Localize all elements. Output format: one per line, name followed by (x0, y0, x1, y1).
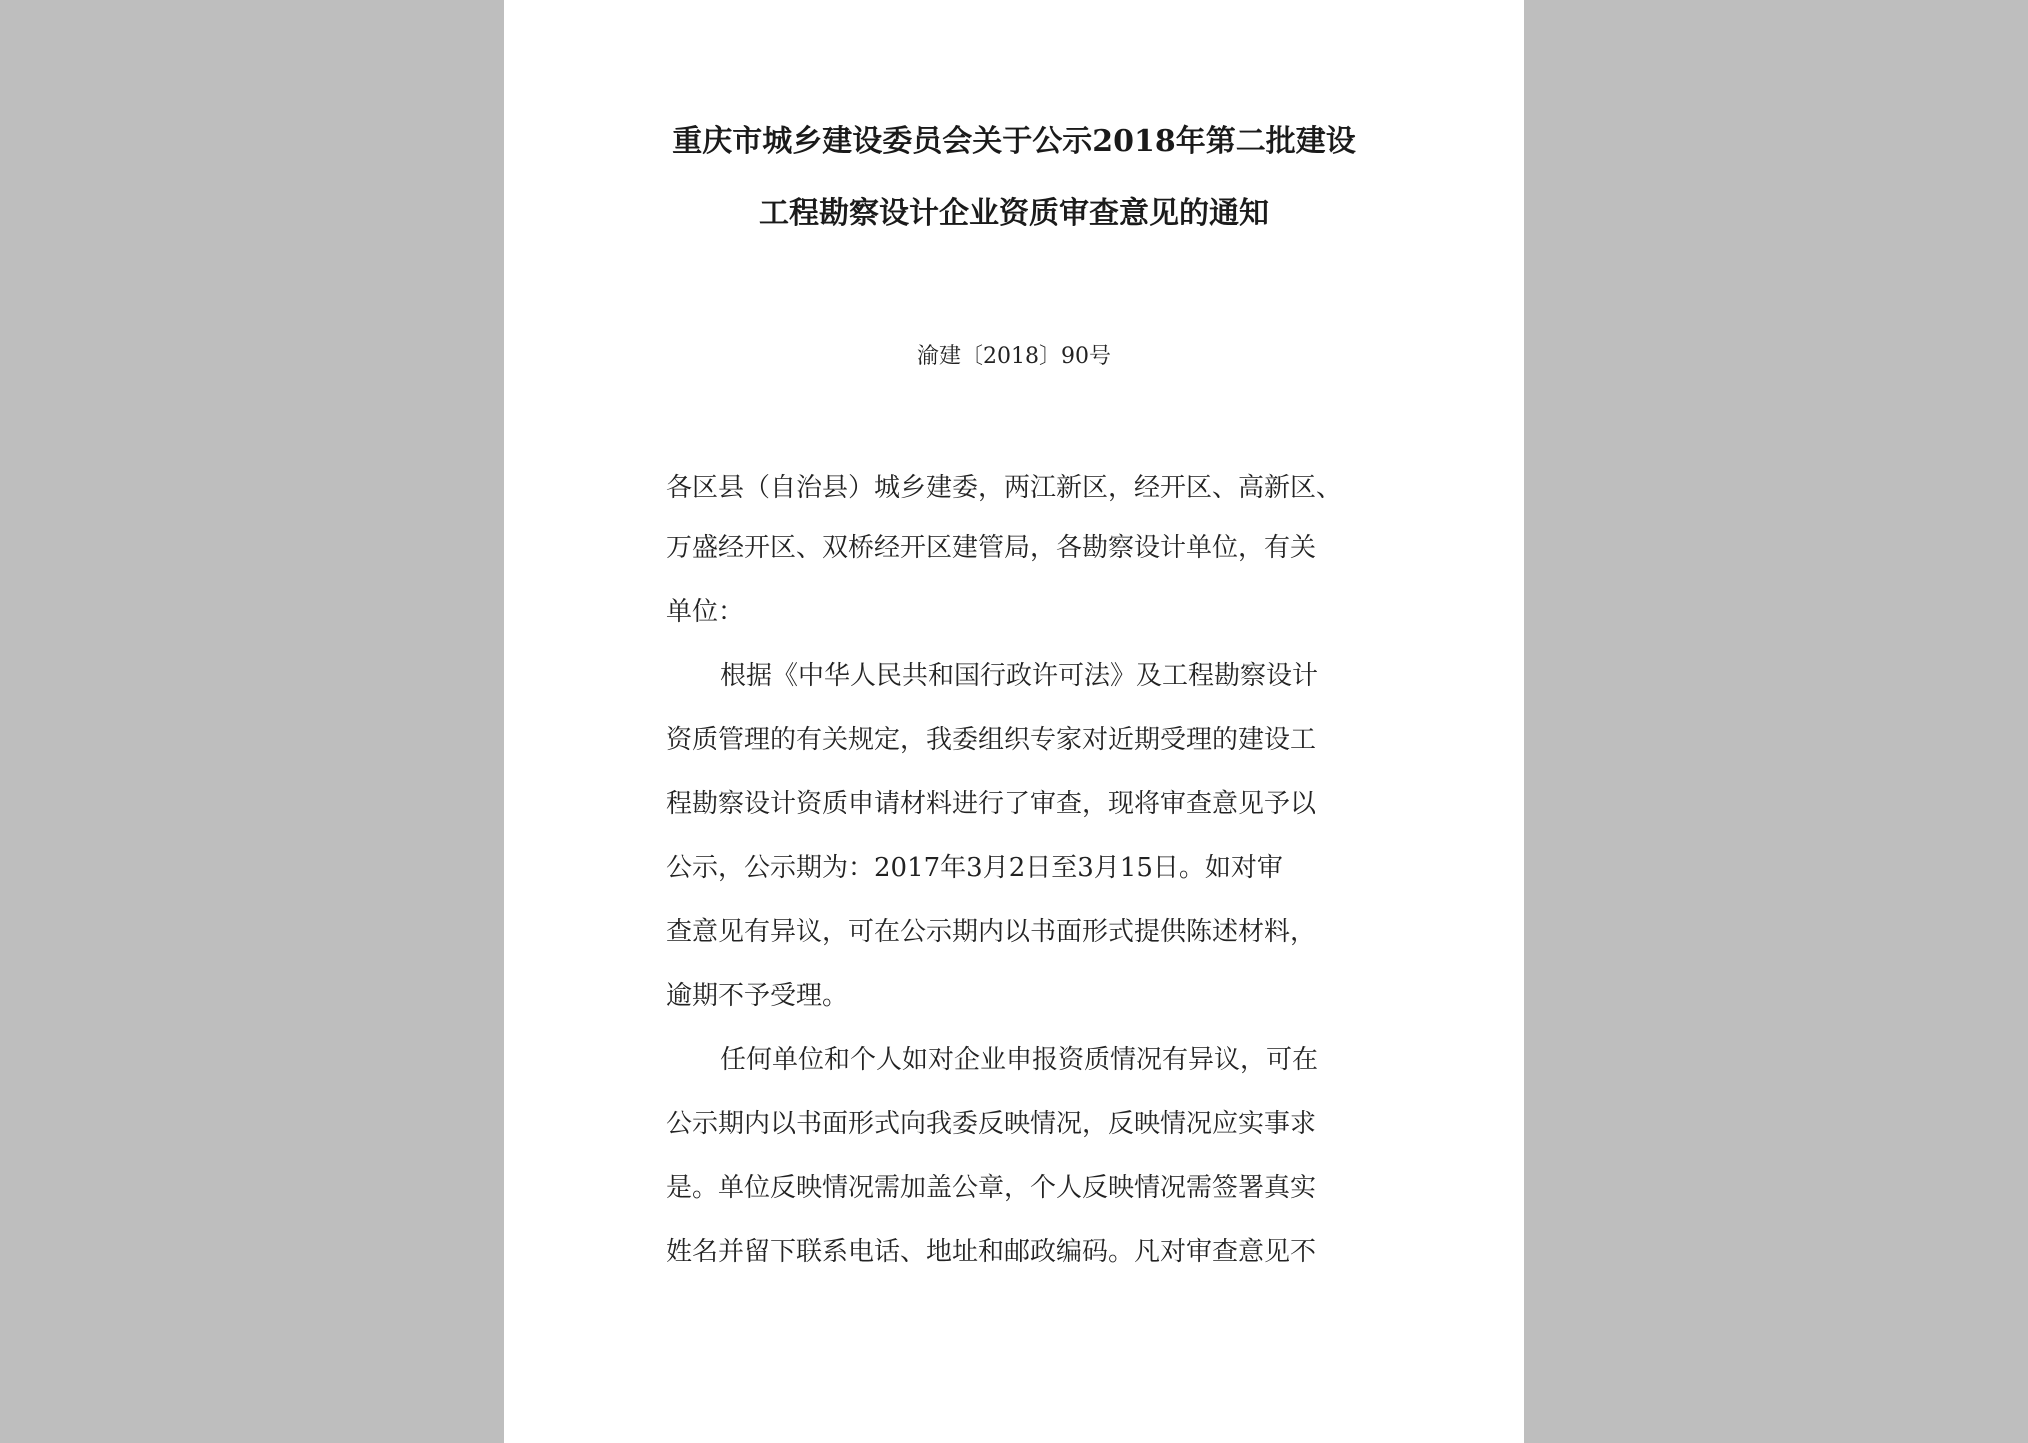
body-line: 姓名并留下联系电话、地址和邮政编码。凡对审查意见不 (666, 1237, 1317, 1267)
body-line: 逾期不予受理。 (666, 981, 849, 1011)
body-line: 是。单位反映情况需加盖公章，个人反映情况需签署真实 (666, 1173, 1317, 1203)
body-line: 根据《中华人民共和国行政许可法》及工程勘察设计 (720, 661, 1319, 691)
body-line: 任何单位和个人如对企业申报资质情况有异议，可在 (720, 1045, 1319, 1075)
body-line: 程勘察设计资质申请材料进行了审查，现将审查意见予以 (666, 789, 1317, 819)
body-line: 公示，公示期为：2017年3月2日至3月15日。如对审 (666, 853, 1283, 883)
document-title-line-1: 重庆市城乡建设委员会关于公示2018年第二批建设 (672, 124, 1356, 159)
body-line: 万盛经开区、双桥经开区建管局，各勘察设计单位，有关 (666, 533, 1317, 563)
document-number: 渝建〔2018〕90号 (917, 344, 1111, 369)
body-line: 查意见有异议，可在公示期内以书面形式提供陈述材料， (666, 917, 1317, 947)
body-line: 各区县（自治县）城乡建委，两江新区，经开区、高新区、 (666, 473, 1343, 503)
document-page (504, 0, 1524, 1443)
body-line: 资质管理的有关规定，我委组织专家对近期受理的建设工 (666, 725, 1317, 755)
document-title-line-2: 工程勘察设计企业资质审查意见的通知 (759, 196, 1269, 231)
body-line: 公示期内以书面形式向我委反映情况，反映情况应实事求 (666, 1109, 1317, 1139)
body-line: 单位： (666, 597, 745, 627)
